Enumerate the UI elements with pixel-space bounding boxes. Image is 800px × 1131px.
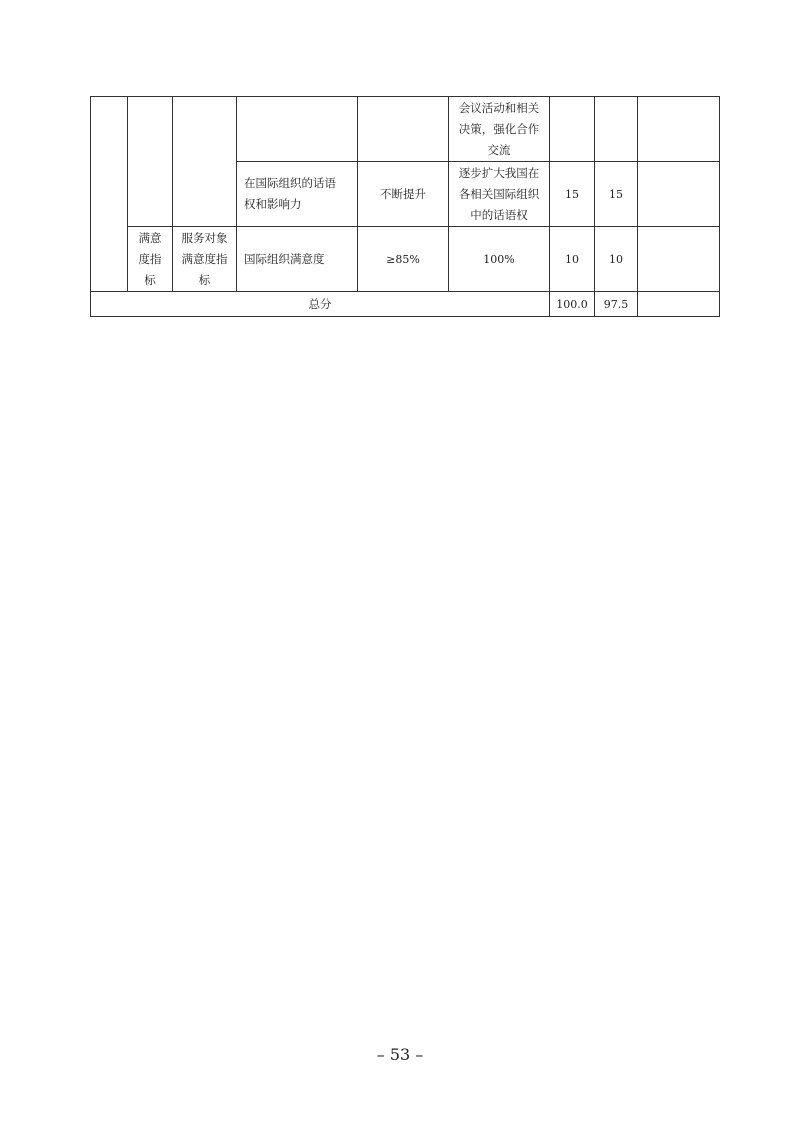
level0-cell (91, 97, 128, 292)
indicator-line: 权和影响力 (244, 197, 302, 211)
weight-cell (550, 97, 595, 162)
score-cell: 10 (595, 227, 638, 292)
score-cell: 15 (595, 162, 638, 227)
actual-cell (449, 162, 550, 227)
total-row (91, 292, 720, 317)
table-row (91, 97, 720, 162)
level2-line: 服务对象 (181, 230, 228, 245)
total-label: 总分 (91, 292, 550, 317)
indicator-line: 在国际组织的话语 (244, 176, 336, 190)
total-weight: 100.0 (550, 292, 595, 317)
score-cell (595, 97, 638, 162)
actual-line: 中的话语权 (470, 207, 528, 222)
weight-cell: 15 (550, 162, 595, 227)
total-score: 97.5 (595, 292, 638, 317)
level2-cell (173, 97, 237, 227)
level2-line: 满意度指 (181, 251, 228, 266)
level1-line: 标 (144, 272, 156, 287)
level2-cell (173, 227, 237, 292)
actual-line: 各相关国际组织 (458, 186, 540, 201)
level1-line: 度指 (138, 251, 162, 266)
level1-cell (128, 227, 173, 292)
total-remark (638, 292, 720, 317)
level1-line: 满意 (138, 230, 162, 245)
weight-cell: 10 (550, 227, 595, 292)
table-row (91, 227, 720, 292)
actual-line: 逐步扩大我国在 (458, 165, 540, 180)
level1-cell (128, 97, 173, 227)
page-number: – 53 – (376, 1045, 424, 1064)
actual-cell (449, 97, 550, 162)
indicator-cell (237, 97, 358, 162)
level2-line: 标 (198, 272, 211, 287)
annual-target-cell: ≥85% (358, 227, 449, 292)
remark-cell (638, 97, 720, 162)
actual-line: 会议活动和相关 (458, 100, 540, 115)
actual-line: 决策，强化合作 (458, 121, 540, 136)
actual-line: 交流 (487, 142, 511, 157)
actual-cell: 100% (449, 227, 550, 292)
remark-cell (638, 162, 720, 227)
indicator-cell (237, 162, 358, 227)
indicator-cell: 国际组织满意度 (237, 227, 358, 292)
remark-cell (638, 227, 720, 292)
performance-score-table (90, 96, 720, 317)
annual-target-cell (358, 97, 449, 162)
annual-target-cell: 不断提升 (358, 162, 449, 227)
